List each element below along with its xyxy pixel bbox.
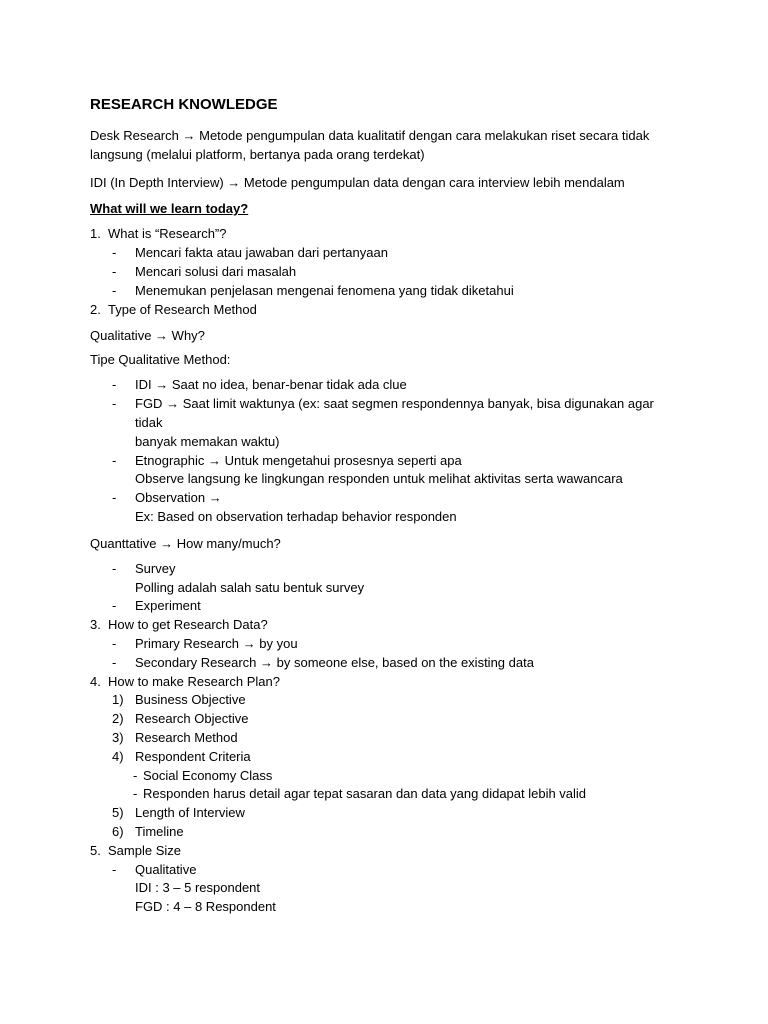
- list-number: 4): [112, 748, 124, 764]
- list-item: 2) Research Objective: [90, 710, 678, 729]
- list-item: - FGD → Saat limit waktunya (ex: saat segmen respondennya banyak, bisa digunakan agar tidak banyak memakan waktu): [112, 396, 654, 449]
- list-number: 1.: [90, 226, 101, 242]
- list-item: - Menemukan penjelasan mengenai fenomena yang tidak diketahui: [90, 282, 678, 301]
- dash-bullet: -: [133, 767, 138, 783]
- section-5-label: Sample Size: [108, 842, 181, 858]
- section-1: [90, 225, 678, 244]
- arrow-icon: →: [182, 128, 196, 143]
- dash-bullet: -: [112, 635, 117, 651]
- list-item: - Responden harus detail agar tepat sasaran dan data yang didapat lebih valid: [90, 785, 678, 804]
- list-number: 2.: [90, 301, 101, 317]
- list-item: - Mencari fakta atau jawaban dari pertanyaan: [90, 244, 678, 263]
- qualitative-method-list: [90, 376, 678, 526]
- section-4: [90, 673, 678, 692]
- list-item: - Primary Research → by you: [90, 635, 678, 654]
- dash-bullet: -: [112, 245, 117, 261]
- section-1-label: What is “Research”?: [108, 226, 227, 242]
- list-item: 5) Length of Interview: [90, 804, 678, 823]
- dash-bullet: -: [112, 560, 117, 576]
- list-number: 1): [112, 692, 124, 708]
- list-item: 6) Timeline: [90, 823, 678, 842]
- dash-bullet: -: [112, 654, 117, 670]
- arrow-icon: →: [208, 490, 222, 506]
- desk-research-text-line2: langsung (melalui platform, bertanya pada orang terdekat): [90, 146, 425, 162]
- section-4-label: How to make Research Plan?: [108, 673, 280, 689]
- dash-bullet: -: [112, 598, 117, 614]
- list-item: 1) Business Objective: [90, 691, 678, 710]
- idi-text: Metode pengumpulan data dengan cara interview lebih mendalam: [243, 174, 625, 190]
- arrow-icon: →: [242, 635, 256, 651]
- desk-research-text-line1: Metode pengumpulan data kualitatif dengan cara melakukan riset secara tidak: [199, 128, 650, 143]
- list-number: 5.: [90, 842, 101, 858]
- dash-bullet: -: [112, 282, 117, 298]
- idi-definition: [90, 174, 678, 193]
- list-item: - Etnographic → Untuk mengetahui prosesnya seperti apa Observe langsung ke lingkungan responden untuk melihat aktivitas serta wawancara: [112, 452, 623, 487]
- dash-bullet: -: [112, 452, 117, 468]
- arrow-icon: →: [227, 174, 241, 190]
- section-3: [90, 616, 678, 635]
- list-item: - Secondary Research → by someone else, based on the existing data: [90, 654, 678, 673]
- arrow-icon: →: [160, 535, 174, 551]
- section-3-label: How to get Research Data?: [108, 617, 268, 633]
- document-title: RESEARCH KNOWLEDGE: [90, 96, 278, 113]
- section-2-label: Type of Research Method: [108, 301, 257, 317]
- list-item: - Qualitative IDI : 3 – 5 respondent FGD : 4 – 8 Respondent: [112, 861, 276, 915]
- arrow-icon: →: [208, 452, 222, 468]
- dash-bullet: -: [112, 263, 117, 279]
- list-item: 4) Respondent Criteria: [90, 748, 678, 767]
- list-item: 3) Research Method: [90, 729, 678, 748]
- desk-research-term: Desk Research: [90, 128, 179, 143]
- dash-bullet: -: [112, 377, 117, 393]
- list-number: 2): [112, 711, 124, 727]
- section-2: [90, 301, 678, 320]
- dash-bullet: -: [133, 786, 138, 802]
- desk-research-definition: [90, 127, 678, 165]
- list-item: - Experiment: [90, 597, 678, 616]
- arrow-icon: →: [155, 377, 169, 393]
- list-item: - Survey Polling adalah salah satu bentuk survey: [112, 560, 365, 595]
- section-5: [90, 842, 678, 861]
- arrow-icon: →: [166, 396, 180, 412]
- list-item: - Observation → Ex: Based on observation terhadap behavior responden: [112, 490, 457, 524]
- dash-bullet: -: [112, 490, 117, 506]
- list-item: - Social Economy Class: [90, 767, 678, 786]
- learn-heading: What will we learn today?: [90, 201, 249, 217]
- qualitative-why: Qualitative → Why?: [90, 328, 205, 344]
- list-number: 3): [112, 729, 124, 745]
- dash-bullet: -: [112, 396, 117, 412]
- list-item: - Mencari solusi dari masalah: [90, 263, 678, 282]
- list-item: - IDI → Saat no idea, benar-benar tidak ada clue: [90, 376, 678, 395]
- tipe-qualitative-label: Tipe Qualitative Method:: [90, 352, 231, 368]
- arrow-icon: →: [155, 328, 169, 344]
- list-number: 3.: [90, 617, 101, 633]
- list-number: 5): [112, 805, 124, 821]
- arrow-icon: →: [260, 654, 274, 670]
- list-number: 6): [112, 823, 124, 839]
- dash-bullet: -: [112, 861, 117, 877]
- idi-term: IDI (In Depth Interview): [90, 174, 224, 190]
- list-number: 4.: [90, 673, 101, 689]
- quantitative-method-list: [90, 560, 678, 616]
- quantitative-how: Quanttative → How many/much?: [90, 535, 281, 551]
